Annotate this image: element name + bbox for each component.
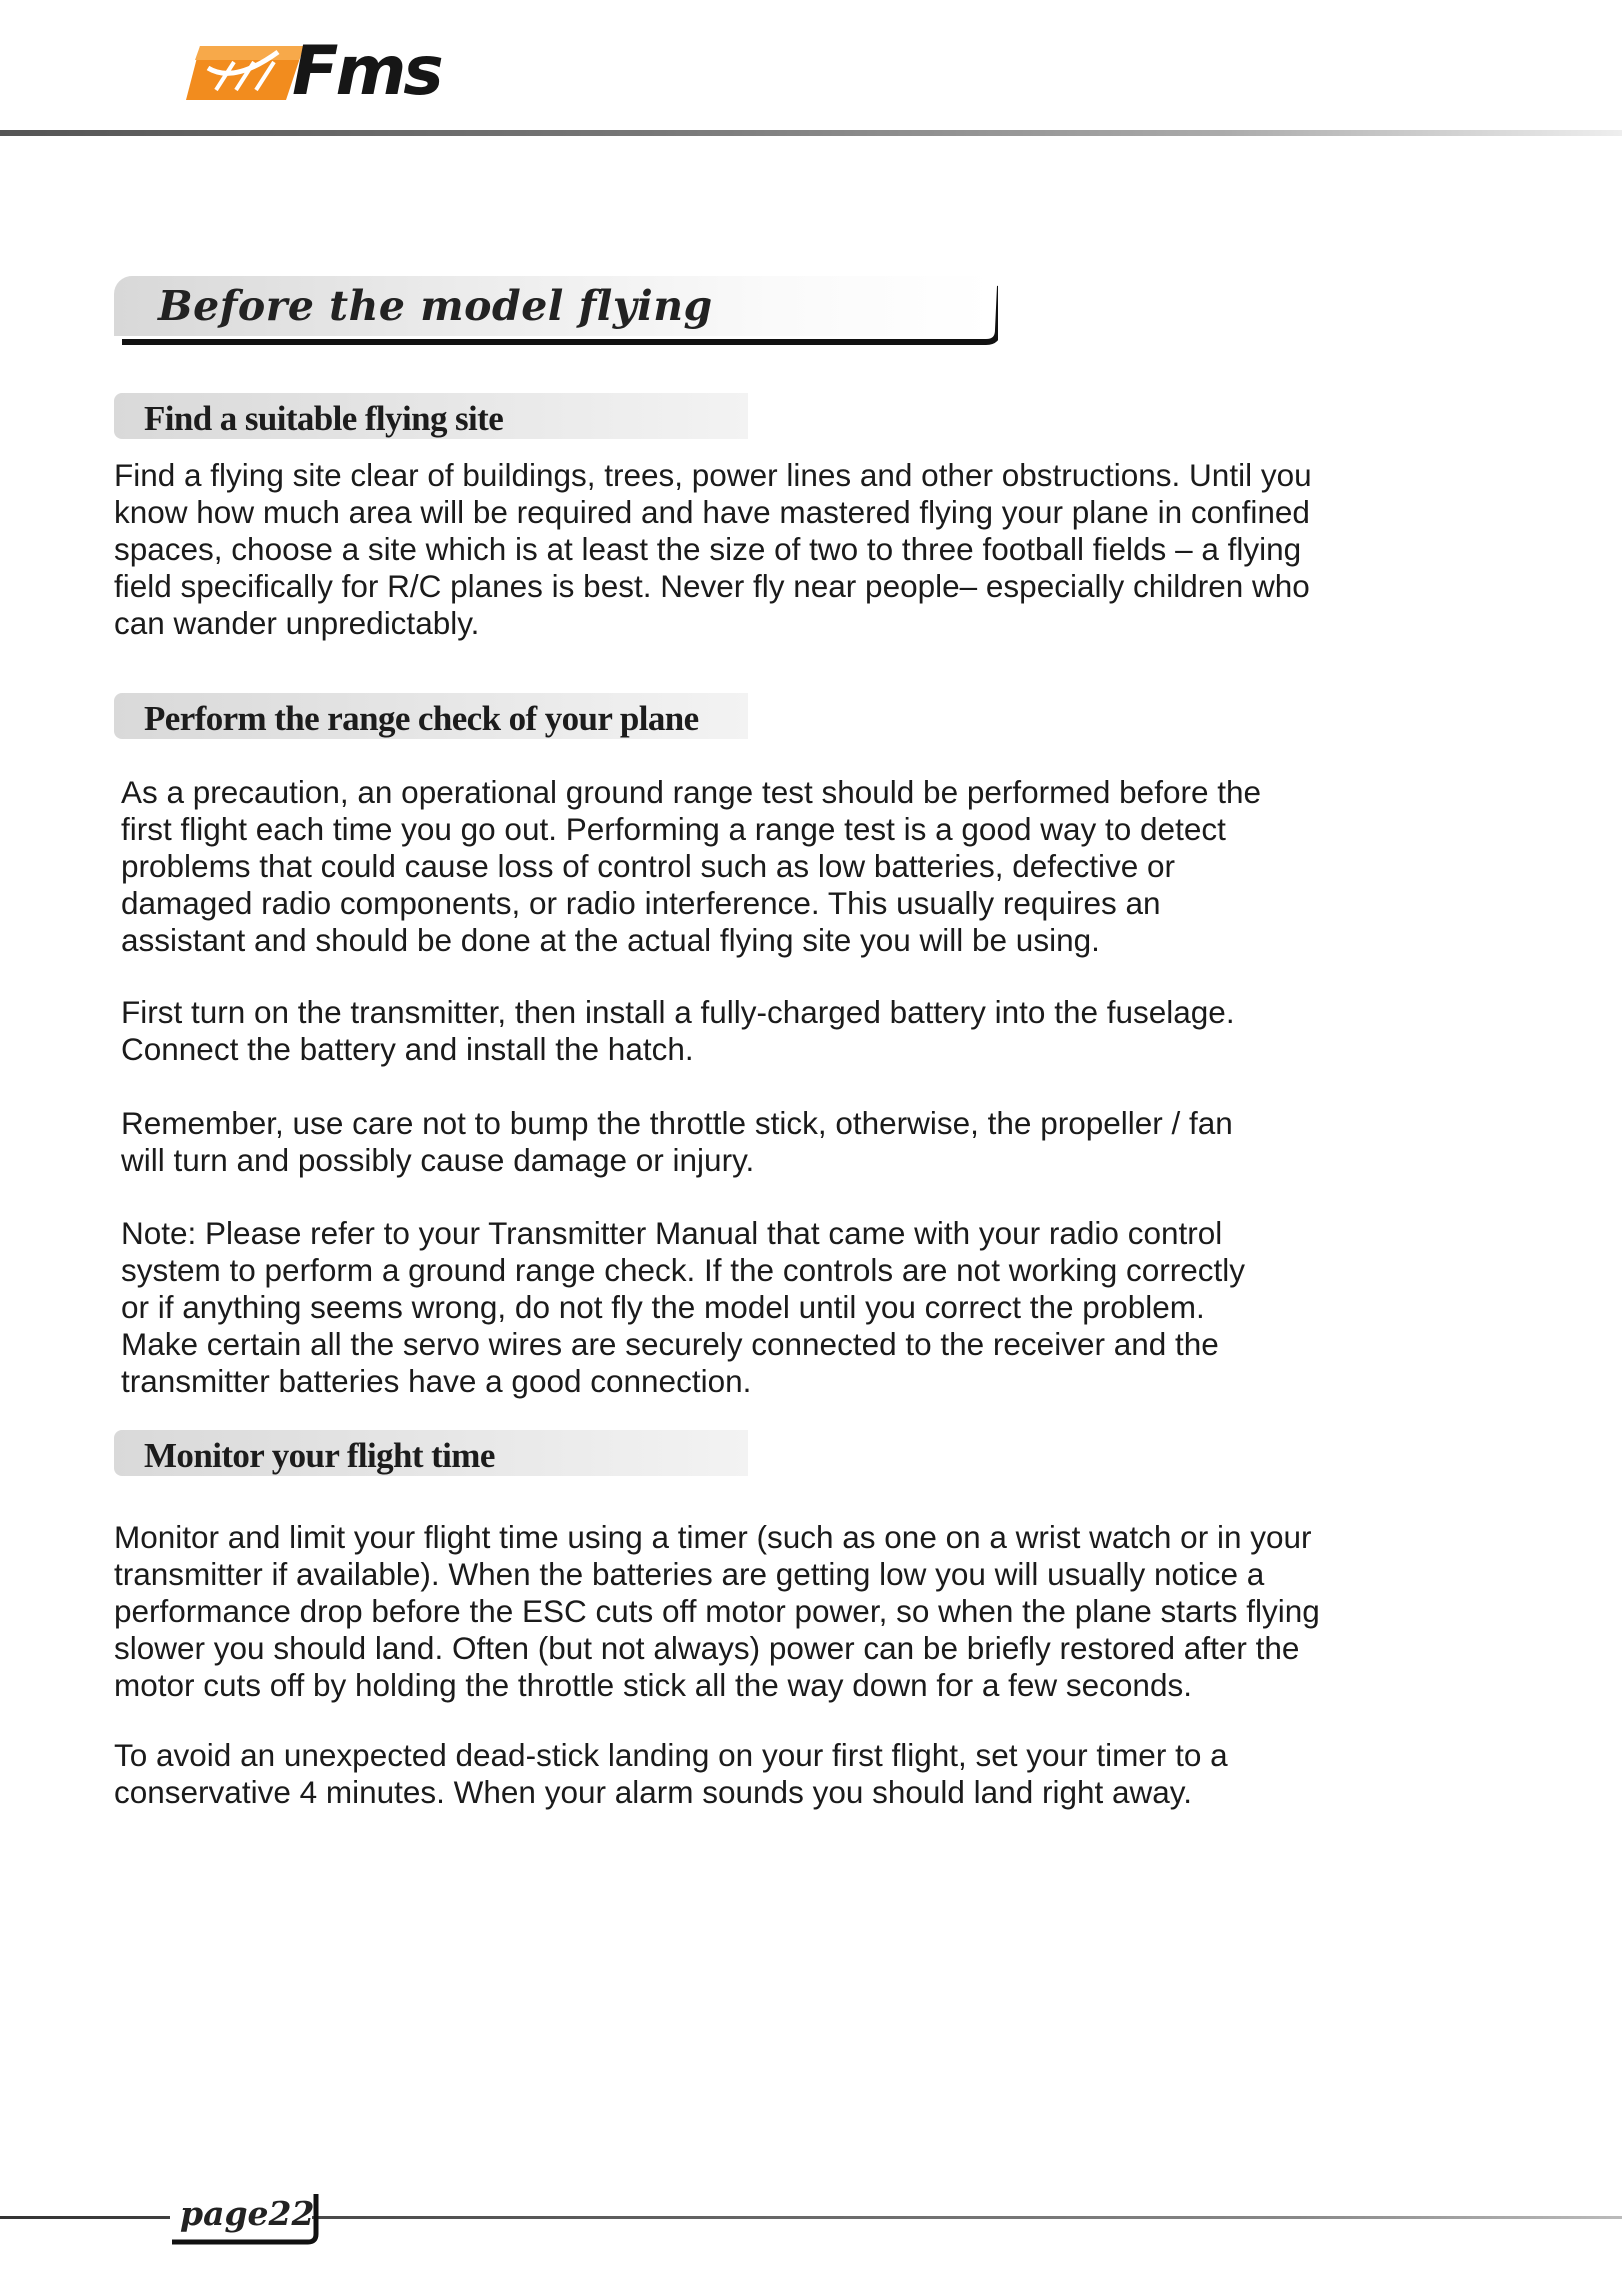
- section-heading-text: Find a suitable flying site: [144, 399, 504, 438]
- paragraph-range-check-throttle: Remember, use care not to bump the throttle stick, otherwise, the propeller / fan will turn and possibly cause damage or injury.: [121, 1105, 1233, 1178]
- fms-logo: [186, 32, 516, 111]
- paragraph-flight-time-monitor: Monitor and limit your flight time using a timer (such as one on a wrist watch or in your transmitter if available). When the batteries are getting low you will usually notice a performance drop before the ESC cuts off motor power, so when the plane starts flying slower you should land. Often (but not always) power can be briefly restored after the motor cuts off by holding the throttle stick all the way down for a few seconds.: [114, 1519, 1320, 1703]
- main-title-banner: [114, 276, 998, 346]
- logo-text: Fms: [292, 32, 441, 111]
- paragraph-flying-site: Find a flying site clear of buildings, trees, power lines and other obstructions. Until you know how much area will be required and have mastered flying your plane in confined spaces, choose a site which is at least the size of two to three football fields – a flying field specifically for R/C planes is best. Never fly near people– especially children who can wander unpredictably.: [114, 457, 1312, 641]
- section-heading-text: Monitor your flight time: [144, 1436, 495, 1475]
- section-heading-range-check: [114, 693, 748, 739]
- page-title: Before the model flying: [158, 282, 713, 330]
- paragraph-range-check-transmitter: First turn on the transmitter, then install a fully-charged battery into the fuselage. Connect the battery and install the hatch.: [121, 994, 1235, 1067]
- section-heading-text: Perform the range check of your plane: [144, 699, 699, 738]
- section-heading-flying-site: [114, 393, 748, 439]
- paragraph-range-check-note: Note: Please refer to your Transmitter Manual that came with your radio control system to perform a ground range check. If the controls are not working correctly or if anything seems wrong, do not fly the model until you correct the problem. Make certain all the servo wires are securely connected to the receiver and the transmitter batteries have a good connection.: [121, 1215, 1246, 1399]
- page-number: page22: [180, 2194, 315, 2233]
- header-divider: [0, 130, 1622, 136]
- paragraph-flight-time-timer: To avoid an unexpected dead-stick landing on your first flight, set your timer to a conservative 4 minutes. When your alarm sounds you should land right away.: [114, 1737, 1228, 1810]
- section-heading-flight-time: [114, 1430, 748, 1476]
- page-number-badge: [170, 2190, 320, 2246]
- paragraph-range-check-intro: As a precaution, an operational ground range test should be performed before the first flight each time you go out. Performing a range test is a good way to detect problems that could cause loss of control such as low batteries, defective or damaged radio components, or radio interference. This usually requires an assistant and should be done at the actual flying site you will be using.: [121, 774, 1262, 958]
